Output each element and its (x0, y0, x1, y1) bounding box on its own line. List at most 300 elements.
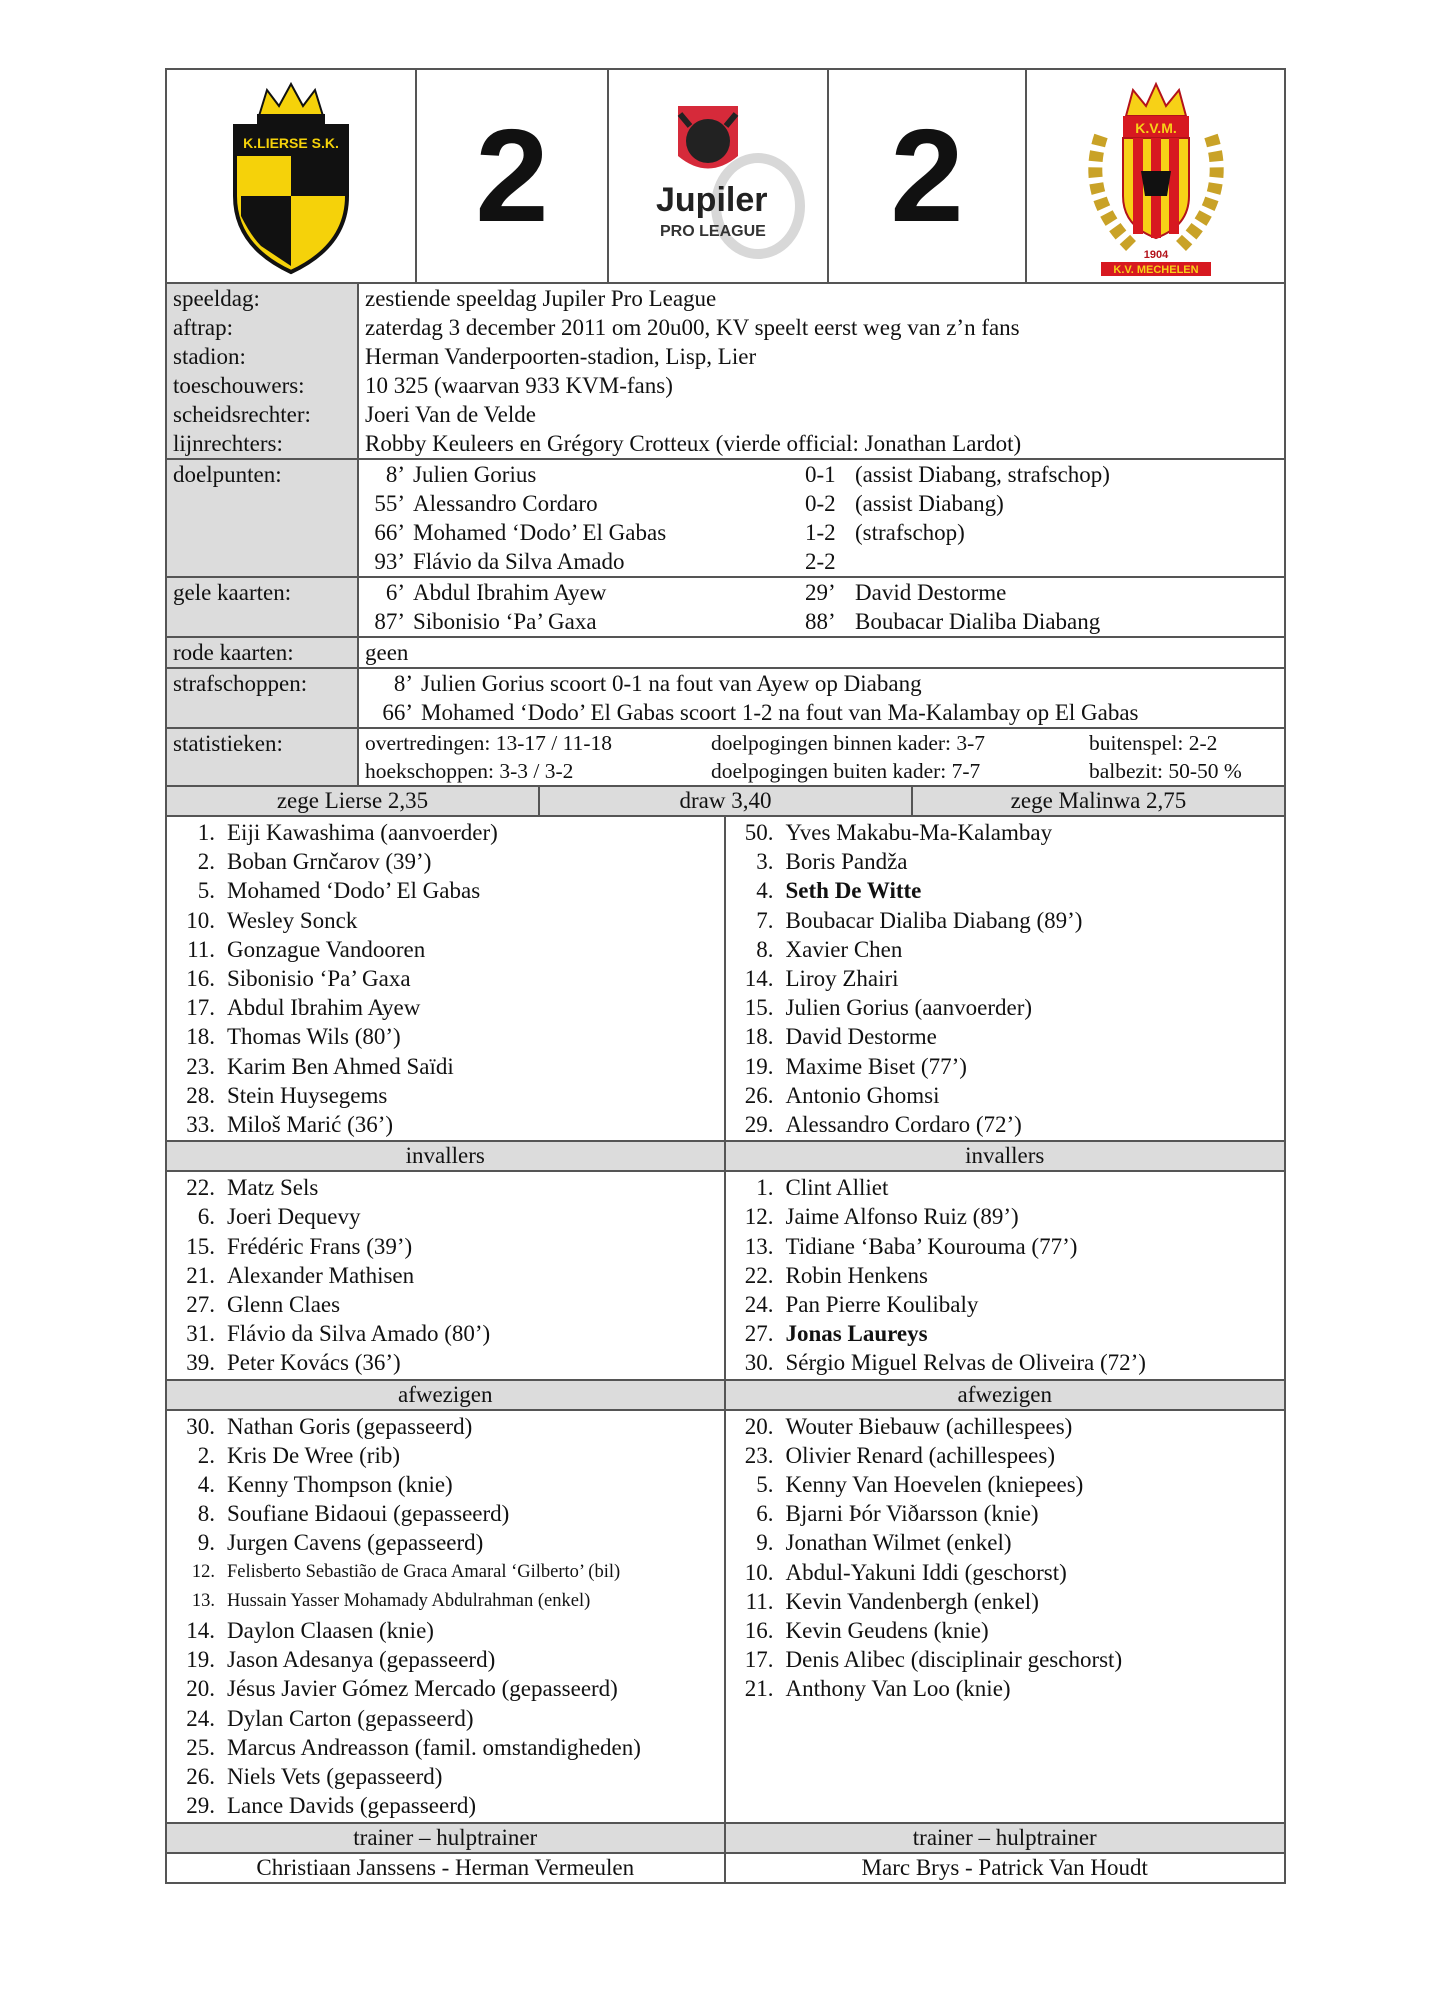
player-row (167, 1645, 724, 1674)
player-row (726, 1499, 1285, 1528)
card-line (365, 578, 1278, 607)
red-cards-value: geen (358, 637, 1284, 668)
odds-bar (167, 785, 1284, 817)
player-name: Pan Pierre Koulibaly (785, 1292, 979, 1318)
player-number: 9. (197, 1530, 215, 1556)
player-number: 20. (744, 1413, 774, 1439)
mechelen-crest-label: K.V.M. (1134, 120, 1177, 136)
player-number: 19. (744, 1053, 774, 1079)
player-row (726, 847, 1285, 876)
player-name: Kris De Wree (rib) (227, 1442, 400, 1468)
stat-fouls: overtredingen: 13-17 / 11-18 (365, 731, 612, 755)
player-number: 12. (744, 1204, 774, 1230)
home-subs-heading: invallers (167, 1140, 724, 1172)
away-score-cell (829, 70, 1027, 282)
player-row (726, 1202, 1285, 1231)
player-row (167, 1733, 724, 1762)
stat-offside: buitenspel: 2-2 (1089, 731, 1218, 755)
home-absent-list (167, 1411, 724, 1822)
stats-label: statistieken: (167, 728, 358, 785)
player-name: Tidiane ‘Baba’ Kourouma (77’) (785, 1233, 1078, 1259)
goal-line (365, 547, 1278, 576)
player-number: 19. (186, 1647, 215, 1673)
player-name: Daylon Claasen (knie) (227, 1618, 434, 1644)
away-coach: Marc Brys - Patrick Van Houdt (726, 1854, 1285, 1884)
player-number: 12. (191, 1561, 215, 1582)
player-name: Sibonisio ‘Pa’ Gaxa (227, 966, 411, 992)
player-row (167, 1081, 724, 1110)
player-row (726, 1616, 1285, 1645)
player-row (726, 1290, 1285, 1319)
player-name: Lance Davids (gepasseerd) (227, 1793, 477, 1819)
goal-minute: 93’ (374, 549, 405, 574)
player-name: Jonathan Wilmet (enkel) (785, 1530, 1012, 1556)
player-number: 14. (744, 966, 774, 992)
player-name: Boris Pandža (785, 849, 908, 875)
player-number: 10. (186, 907, 215, 933)
info-label: aftrap: (167, 313, 358, 342)
player-row (726, 876, 1285, 905)
player-row (167, 1348, 724, 1377)
player-row (726, 906, 1285, 935)
info-row-stadion (167, 342, 1284, 371)
player-row (167, 1173, 724, 1202)
player-row (726, 964, 1285, 993)
player-number: 26. (744, 1082, 774, 1108)
lineups (167, 817, 1284, 1884)
player-row (167, 847, 724, 876)
player-number: 22. (744, 1262, 774, 1288)
player-row (726, 1319, 1285, 1348)
player-row (726, 1704, 1285, 1733)
player-name: Jason Adesanya (gepasseerd) (227, 1647, 496, 1673)
player-number: 1. (197, 820, 215, 845)
player-row (726, 1348, 1285, 1377)
stat-possession: balbezit: 50-50 % (1089, 759, 1242, 783)
player-row (167, 1110, 724, 1139)
away-absent-list (726, 1411, 1285, 1822)
player-name: David Destorme (785, 1024, 937, 1050)
goal-line (365, 518, 1278, 547)
away-subs-list (726, 1172, 1285, 1378)
goal-score: 2-2 (805, 549, 836, 574)
away-column (726, 817, 1285, 1884)
player-number: 4. (756, 878, 774, 904)
red-cards-row (167, 637, 1284, 668)
goals-row (167, 459, 1284, 577)
player-row (726, 1110, 1285, 1139)
player-name: Alessandro Cordaro (72’) (785, 1112, 1022, 1138)
player-name: Kevin Vandenbergh (enkel) (785, 1588, 1039, 1614)
player-name: Kenny Van Hoevelen (kniepees) (785, 1472, 1084, 1498)
player-name: Jaime Alfonso Ruiz (89’) (785, 1204, 1019, 1230)
player-number: 29. (186, 1793, 215, 1819)
stats-grid (358, 728, 1284, 785)
player-number: 16. (186, 966, 215, 992)
player-name: Olivier Renard (achillespees) (785, 1442, 1055, 1468)
mechelen-crest-year: 1904 (1143, 249, 1168, 261)
info-label: lijnrechters: (167, 429, 358, 459)
player-row (167, 1558, 724, 1587)
player-number: 3. (756, 849, 774, 875)
penalty-minute: 8’ (393, 671, 413, 696)
goals-list (358, 459, 1284, 577)
lierse-crest-icon (221, 76, 361, 276)
card-player: Abdul Ibrahim Ayew (413, 580, 607, 605)
goal-line (365, 489, 1278, 518)
player-name: Liroy Zhairi (785, 966, 899, 992)
player-row (167, 1704, 724, 1733)
player-row (726, 1470, 1285, 1499)
info-label: stadion: (167, 342, 358, 371)
home-score: 2 (475, 102, 549, 249)
info-row-scheidsrechter (167, 400, 1284, 429)
player-name: Stein Huysegems (227, 1082, 388, 1108)
player-name: Anthony Van Loo (knie) (785, 1676, 1011, 1702)
card-line (365, 607, 1278, 636)
player-row (167, 1587, 724, 1616)
player-number: 10. (744, 1559, 774, 1585)
player-row (167, 906, 724, 935)
player-name: Denis Alibec (disciplinair geschorst) (785, 1647, 1123, 1673)
penalties-label: strafschoppen: (167, 668, 358, 728)
player-number: 13. (191, 1590, 215, 1611)
lierse-crest-label: K.LIERSE S.K. (243, 135, 339, 151)
player-name: Dylan Carton (gepasseerd) (227, 1705, 474, 1731)
goal-note: (strafschop) (855, 520, 965, 545)
away-starters-list (726, 817, 1285, 1140)
goal-line (365, 460, 1278, 489)
player-row (726, 1261, 1285, 1290)
player-number: 6. (756, 1501, 774, 1527)
player-row (726, 1674, 1285, 1703)
mechelen-crest-icon (1071, 76, 1241, 276)
player-name: Flávio da Silva Amado (80’) (227, 1321, 491, 1347)
player-number: 27. (186, 1292, 215, 1318)
player-name: Eiji Kawashima (aanvoerder) (227, 820, 498, 845)
player-row (726, 1441, 1285, 1470)
goal-scorer: Flávio da Silva Amado (413, 549, 625, 574)
penalty-minute: 66’ (382, 700, 413, 725)
yellow-cards-list (358, 577, 1284, 637)
player-row (167, 993, 724, 1022)
player-row (726, 1733, 1285, 1762)
goal-scorer: Mohamed ‘Dodo’ El Gabas (413, 520, 667, 545)
penalty-line (365, 669, 1278, 698)
player-row (726, 1528, 1285, 1557)
player-row (167, 1791, 724, 1820)
info-value: zaterdag 3 december 2011 om 20u00, KV speelt eerst weg van z’n fans (365, 315, 1020, 340)
player-number: 18. (186, 1024, 215, 1050)
goal-score: 0-1 (805, 462, 836, 487)
player-row (167, 1470, 724, 1499)
player-name: Jonas Laureys (785, 1321, 928, 1347)
match-report (165, 68, 1286, 1884)
player-name: Abdul Ibrahim Ayew (227, 995, 421, 1021)
player-row (167, 1762, 724, 1791)
player-name: Joeri Dequevy (227, 1204, 361, 1230)
card-player: David Destorme (855, 580, 1007, 605)
player-number: 24. (186, 1705, 215, 1731)
player-row (726, 1762, 1285, 1791)
goals-label: doelpunten: (167, 459, 358, 577)
player-row (167, 1232, 724, 1261)
player-number: 23. (744, 1442, 774, 1468)
player-number: 13. (744, 1233, 774, 1259)
goal-minute: 8’ (385, 462, 405, 487)
player-number: 4. (197, 1472, 215, 1498)
player-number: 26. (186, 1764, 215, 1790)
goal-minute: 66’ (374, 520, 405, 545)
odds-draw: draw 3,40 (540, 787, 913, 815)
player-row (726, 1081, 1285, 1110)
player-row (726, 1022, 1285, 1051)
player-number: 9. (756, 1530, 774, 1556)
player-row (167, 1412, 724, 1441)
home-coach-heading: trainer – hulptrainer (167, 1822, 724, 1854)
player-number: 31. (186, 1321, 215, 1347)
player-row (726, 1052, 1285, 1081)
player-name: Gonzague Vandooren (227, 936, 426, 962)
home-column (167, 817, 726, 1884)
penalty-line (365, 698, 1278, 727)
player-row (726, 1558, 1285, 1587)
player-row (167, 1319, 724, 1348)
player-number: 28. (186, 1082, 215, 1108)
player-row (726, 993, 1285, 1022)
player-row (167, 1528, 724, 1557)
player-number: 27. (744, 1321, 774, 1347)
jupiler-league-logo-icon (618, 86, 818, 266)
player-number: 1. (756, 1175, 774, 1201)
player-name: Matz Sels (227, 1175, 319, 1201)
card-player: Sibonisio ‘Pa’ Gaxa (413, 609, 597, 634)
goal-minute: 55’ (374, 491, 405, 516)
home-logo (167, 70, 417, 282)
player-number: 21. (186, 1262, 215, 1288)
odds-away: zege Malinwa 2,75 (1010, 788, 1187, 813)
player-number: 29. (744, 1112, 774, 1138)
player-name: Mohamed ‘Dodo’ El Gabas (227, 878, 481, 904)
player-number: 5. (197, 878, 215, 904)
player-name: Boubacar Dialiba Diabang (89’) (785, 907, 1083, 933)
home-subs-list (167, 1172, 724, 1378)
player-name: Wouter Biebauw (achillespees) (785, 1413, 1073, 1439)
info-value: Herman Vanderpoorten-stadion, Lisp, Lier (365, 344, 757, 369)
player-name: Robin Henkens (785, 1262, 928, 1288)
player-row (167, 1441, 724, 1470)
penalty-text: Mohamed ‘Dodo’ El Gabas scoort 1-2 na fout van Ma-Kalambay op El Gabas (421, 700, 1139, 725)
player-name: Boban Grnčarov (39’) (227, 849, 432, 875)
player-name: Clint Alliet (785, 1175, 889, 1201)
info-value: zestiende speeldag Jupiler Pro League (365, 286, 717, 311)
yellow-cards-label: gele kaarten: (167, 577, 358, 637)
info-label: toeschouwers: (167, 371, 358, 400)
stats-line (365, 729, 1278, 757)
player-name: Seth De Witte (785, 878, 922, 904)
yellow-cards-row (167, 577, 1284, 637)
match-info-table (167, 284, 1284, 785)
player-number: 2. (197, 849, 215, 875)
player-name: Jésus Javier Gómez Mercado (gepasseerd) (227, 1676, 618, 1702)
stats-row (167, 728, 1284, 785)
player-name: Jurgen Cavens (gepasseerd) (227, 1530, 484, 1556)
player-number: 11. (187, 936, 215, 962)
player-number: 11. (745, 1588, 774, 1614)
player-name: Frédéric Frans (39’) (227, 1233, 413, 1259)
away-coach-heading: trainer – hulptrainer (726, 1822, 1285, 1854)
player-number: 14. (186, 1618, 215, 1644)
player-name: Thomas Wils (80’) (227, 1024, 401, 1050)
player-number: 8. (756, 936, 774, 962)
away-score: 2 (890, 102, 964, 249)
stat-shots-off-target: doelpogingen buiten kader: 7-7 (711, 759, 981, 783)
penalty-text: Julien Gorius scoort 0-1 na fout van Ayew op Diabang (421, 671, 922, 696)
player-name: Niels Vets (gepasseerd) (227, 1764, 443, 1790)
player-row (167, 1052, 724, 1081)
player-row (167, 876, 724, 905)
player-name: Nathan Goris (gepasseerd) (227, 1413, 473, 1439)
player-name: Kenny Thompson (knie) (227, 1472, 453, 1498)
player-row (167, 1290, 724, 1319)
player-number: 15. (186, 1233, 215, 1259)
player-row (726, 1412, 1285, 1441)
player-number: 5. (756, 1472, 774, 1498)
player-name: Karim Ben Ahmed Saïdi (227, 1053, 454, 1079)
away-logo (1027, 70, 1284, 282)
player-row (167, 1499, 724, 1528)
player-row (726, 1645, 1285, 1674)
player-row (726, 1791, 1285, 1820)
player-name: Glenn Claes (227, 1292, 341, 1318)
info-row-aftrap (167, 313, 1284, 342)
player-number: 39. (186, 1350, 215, 1376)
player-number: 18. (744, 1024, 774, 1050)
player-name: Soufiane Bidaoui (gepasseerd) (227, 1501, 510, 1527)
goal-score: 0-2 (805, 491, 836, 516)
player-name: Alexander Mathisen (227, 1262, 415, 1288)
player-number: 22. (186, 1175, 215, 1201)
player-number: 33. (186, 1112, 215, 1138)
penalties-row (167, 668, 1284, 728)
player-number: 30. (186, 1413, 215, 1439)
mechelen-crest-banner: K.V. MECHELEN (1112, 264, 1199, 276)
info-label: scheidsrechter: (167, 400, 358, 429)
card-minute: 87’ (374, 609, 405, 634)
player-row (726, 1587, 1285, 1616)
player-number: 24. (744, 1292, 774, 1318)
player-number: 23. (186, 1053, 215, 1079)
player-number: 8. (197, 1501, 215, 1527)
player-name: Abdul-Yakuni Iddi (geschorst) (785, 1559, 1067, 1585)
card-minute: 88’ (805, 609, 836, 634)
odds-home: zege Lierse 2,35 (167, 787, 540, 815)
player-row (167, 1022, 724, 1051)
player-row (167, 1674, 724, 1703)
red-cards-label: rode kaarten: (167, 637, 358, 668)
player-row (726, 935, 1285, 964)
info-row-lijnrechters (167, 429, 1284, 459)
player-row (167, 1261, 724, 1290)
goal-scorer: Julien Gorius (413, 462, 537, 487)
player-name: Kevin Geudens (knie) (785, 1618, 989, 1644)
stats-line (365, 757, 1278, 785)
goal-score: 1-2 (805, 520, 836, 545)
report-frame (165, 68, 1286, 1884)
player-row (167, 1616, 724, 1645)
info-value: Robby Keuleers en Grégory Crotteux (vierde official: Jonathan Lardot) (365, 431, 1022, 456)
player-name: Sérgio Miguel Relvas de Oliveira (72’) (785, 1350, 1146, 1376)
player-name: Yves Makabu-Ma-Kalambay (785, 820, 1053, 845)
info-value: 10 325 (waarvan 933 KVM-fans) (365, 373, 673, 398)
player-row (167, 964, 724, 993)
penalties-list (358, 668, 1284, 728)
player-number: 15. (744, 995, 774, 1021)
info-label: speeldag: (167, 284, 358, 313)
player-row (167, 818, 724, 847)
goal-scorer: Alessandro Cordaro (413, 491, 598, 516)
player-number: 16. (744, 1618, 774, 1644)
player-name: Peter Kovács (36’) (227, 1350, 401, 1376)
stat-corners: hoekschoppen: 3-3 / 3-2 (365, 759, 574, 783)
league-logo-sub: PRO LEAGUE (660, 223, 766, 240)
player-number: 7. (756, 907, 774, 933)
goal-note (855, 547, 1278, 576)
info-value: Joeri Van de Velde (365, 402, 536, 427)
goal-note: (assist Diabang, strafschop) (855, 462, 1110, 487)
player-name: Felisberto Sebastião de Graca Amaral ‘Gilberto’ (bil) (227, 1561, 621, 1582)
player-name: Xavier Chen (785, 936, 903, 962)
home-absent-heading: afwezigen (167, 1379, 724, 1411)
player-number: 30. (744, 1350, 774, 1376)
league-logo (609, 70, 829, 282)
player-row (726, 1232, 1285, 1261)
info-row-speeldag (167, 284, 1284, 313)
league-logo-text: Jupiler (656, 181, 768, 219)
home-score-cell (417, 70, 609, 282)
info-row-toeschouwers (167, 371, 1284, 400)
stat-shots-on-target: doelpogingen binnen kader: 3-7 (711, 731, 986, 755)
player-number: 2. (197, 1442, 215, 1468)
player-name: Maxime Biset (77’) (785, 1053, 967, 1079)
player-number: 20. (186, 1676, 215, 1702)
player-name: Marcus Andreasson (famil. omstandigheden) (227, 1734, 641, 1760)
home-coach: Christiaan Janssens - Herman Vermeulen (167, 1854, 724, 1884)
player-number: 21. (744, 1676, 774, 1702)
card-minute: 6’ (385, 580, 405, 605)
player-row (167, 1202, 724, 1231)
player-number: 17. (186, 995, 215, 1021)
player-row (167, 935, 724, 964)
card-player: Boubacar Dialiba Diabang (855, 609, 1101, 634)
home-starters-list (167, 817, 724, 1140)
player-number: 50. (744, 820, 774, 845)
player-name: Miloš Marić (36’) (227, 1112, 394, 1138)
player-number: 17. (744, 1647, 774, 1673)
player-name: Bjarni Þór Viðarsson (knie) (785, 1501, 1039, 1527)
score-header (167, 70, 1284, 284)
player-name: Hussain Yasser Mohamady Abdulrahman (enkel) (227, 1590, 591, 1611)
player-number: 6. (197, 1204, 215, 1230)
player-row (726, 1173, 1285, 1202)
away-subs-heading: invallers (726, 1140, 1285, 1172)
player-row (726, 818, 1285, 847)
player-number: 25. (186, 1734, 215, 1760)
away-absent-heading: afwezigen (726, 1379, 1285, 1411)
player-name: Julien Gorius (aanvoerder) (785, 995, 1033, 1021)
player-name: Wesley Sonck (227, 907, 358, 933)
player-name: Antonio Ghomsi (785, 1082, 940, 1108)
